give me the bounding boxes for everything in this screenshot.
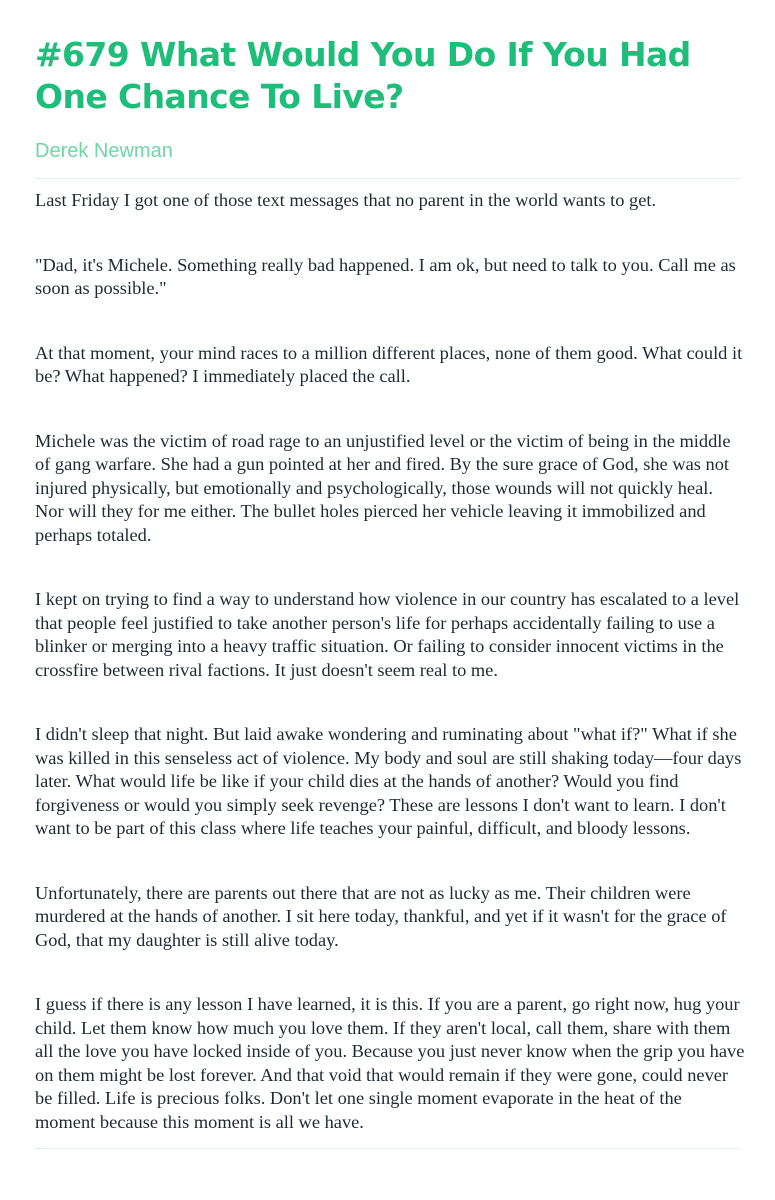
header-divider [35,178,740,179]
footer-divider [35,1148,740,1149]
post-body [35,189,745,1134]
post-paragraph-1: Last Friday I got one of those text messages that no parent in the world wants to get. [35,190,657,210]
post-paragraph-5: I kept on trying to find a way to understand how violence in our country has escalated to a level that people feel justified to take another person's life for perhaps accidentally failing to use a blinker or merging into a heavy traffic situation. Or failing to consider innocent victims in the crossfire between rival factions. It just doesn't seem real to me. [35,589,740,680]
post-paragraph-8: I guess if there is any lesson I have learned, it is this. If you are a parent, go right now, hug your child. Let them know how much you love them. If they aren't local, call them, share with them all the love you have locked inside of you. Because you just never know when the grip you have on them might be lost forever. And that void that would remain if they were gone, could never be filled. Life is precious folks. Don't let one single moment evaporate in the heat of the moment because this moment is all we have. [35,994,745,1132]
post-paragraph-7: Unfortunately, there are parents out there that are not as lucky as me. Their children were murdered at the hands of another. I sit here today, thankful, and yet if it wasn't for the grace of God, that my daughter is still alive today. [35,882,727,950]
post-paragraph-2: "Dad, it's Michele. Something really bad happened. I am ok, but need to talk to you. Call me as soon as possible." [35,254,736,298]
post-paragraph-6: I didn't sleep that night. But laid awake wondering and ruminating about "what if?" What if she was killed in this senseless act of violence. My body and soul are still shaking today—four days later. What would life be like if your child dies at the hands of another? Would you find forgiveness or would you simply seek revenge? These are lessons I don't want to learn. I don't want to be part of this class where life teaches your painful, difficult, and bloody lessons. [35,724,742,838]
post-paragraph-3: At that moment, your mind races to a million different places, none of them good. What could it be? What happened? I immediately placed the call. [35,342,743,386]
post-title: #679 What Would You Do If You Had One Chance To Live? [35,35,691,116]
author-name: Derek Newman [35,140,173,162]
post-paragraph-4: Michele was the victim of road rage to an unjustified level or the victim of being in the middle of gang warfare. She had a gun pointed at her and fired. By the sure grace of God, she was not injured physically, but emotionally and psychologically, those wounds will not quickly heal. Nor will they for me either. The bullet holes pierced her vehicle leaving it immobilized and perhaps totaled. [35,430,731,545]
blog-post [35,34,745,1149]
